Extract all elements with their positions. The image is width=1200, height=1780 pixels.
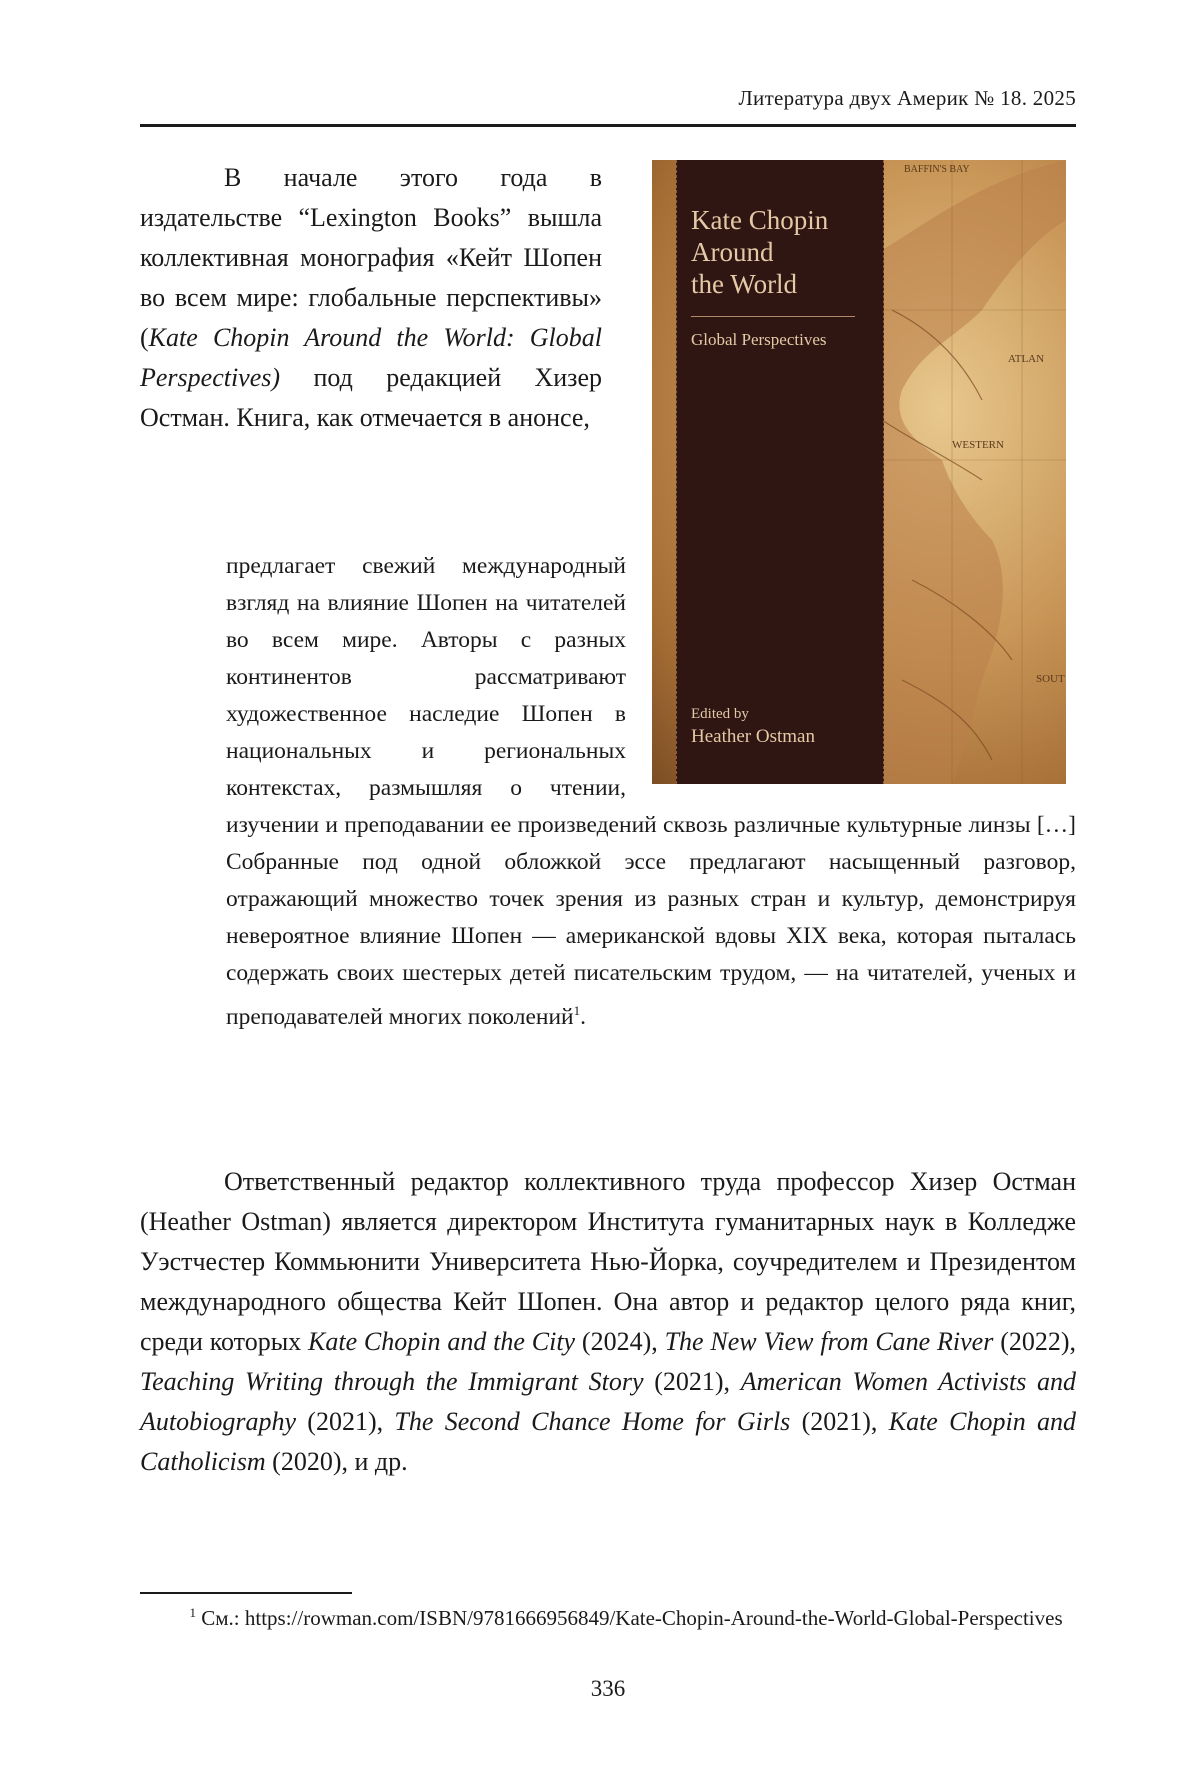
book-title-italic: Kate Chopin Around the World: Global Perspectives) [140,323,602,392]
book-title-italic: The New View from Cane River [664,1327,994,1356]
cover-title-line: Around [691,237,774,267]
intro-text: В начале этого года в издательстве “Lexington Books” вышла коллективная монография «Кейт Шопен во всем мире: глобальные перспективы» ( [140,163,602,352]
footnote-number: 1 [189,1605,196,1620]
body-text: Ответственный редактор коллективного труда профессор Хизер Остман (Heather Ostman) является директором Института гуманитарных наук в Колледже Уэстчестер Коммьюнити Университета Нью-Йорка, соучредителем и Президентом международного общества Кейт Шопен. Она автор и редактор целого ряда книг, среди которых [140,1167,1076,1356]
intro-paragraph [140,158,602,438]
block-quote [226,548,1076,1036]
body-text: (2021), [643,1367,741,1396]
body-text: (2020), и др. [265,1447,408,1476]
footnote-reference[interactable]: 1 [573,1003,581,1018]
body-text: (2021), [296,1407,395,1436]
cover-title-line: the World [691,269,798,299]
cover-editor: Heather Ostman [691,726,815,747]
book-title-italic: Kate Chopin and the City [308,1327,576,1356]
footnote-link[interactable]: См.: https://rowman.com/ISBN/9781666956849/Kate-Chopin-Around-the-World-Global-Perspectives [201,1606,1063,1630]
cover-title-line: Kate Chopin [691,205,829,235]
body-paragraph [140,1162,1076,1482]
cover-rule [691,316,855,317]
footnote-rule [140,1592,352,1594]
map-label: ATLAN [1008,353,1045,365]
cover-spacer [626,548,1076,776]
body-text: (2021), [790,1407,889,1436]
cover-title [691,204,871,300]
map-label: WESTERN [952,439,1004,451]
page-number: 336 [590,1676,626,1701]
quote-text: предлагает свежий международный взгляд на влияние Шопен на читателей во всем мире. Авторы с разных континентов рассматривают художественное наследие Шопен в национальных и региональных контекстах, размышляя о чтении, изучении и преподавании ее произведений сквозь различные культурные линзы […] Собранные под одной обложкой эссе предлагают насыщенный разговор, отражающий множество точек зрения из разных стран и культур, демонстрируя невероятное влияние Шопен — американской вдовы XIX века, которая пыталась содержать своих шестерых детей писательским трудом, — на читателей, ученых и преподавателей многих поколений [226,553,1076,1030]
book-title-italic: American Women Activists and Autobiography [140,1367,1076,1436]
footnote [140,1598,1076,1633]
footnote-number-wrap [140,1598,196,1633]
quote-end: . [580,1003,586,1030]
book-title-italic: The Second Chance Home for Girls [394,1407,791,1436]
map-label: BAFFIN'S BAY [904,164,970,175]
intro-text: под редакцией Хизер Остман. Книга, как отмечается в анонсе, [140,363,602,432]
header-rule [140,124,1076,127]
map-label: SOUT [1036,673,1065,685]
cover-edited-by: Edited by [691,706,749,722]
cover-subtitle: Global Perspectives [691,330,827,349]
book-title-italic: Kate Chopin and Catholicism [140,1407,1076,1476]
body-text: (2022), [993,1327,1077,1356]
running-header: Литература двух Америк № 18. 2025 [738,86,1076,110]
body-text: (2024), [575,1327,665,1356]
book-title-italic: Teaching Writing through the Immigrant Story [140,1367,644,1396]
